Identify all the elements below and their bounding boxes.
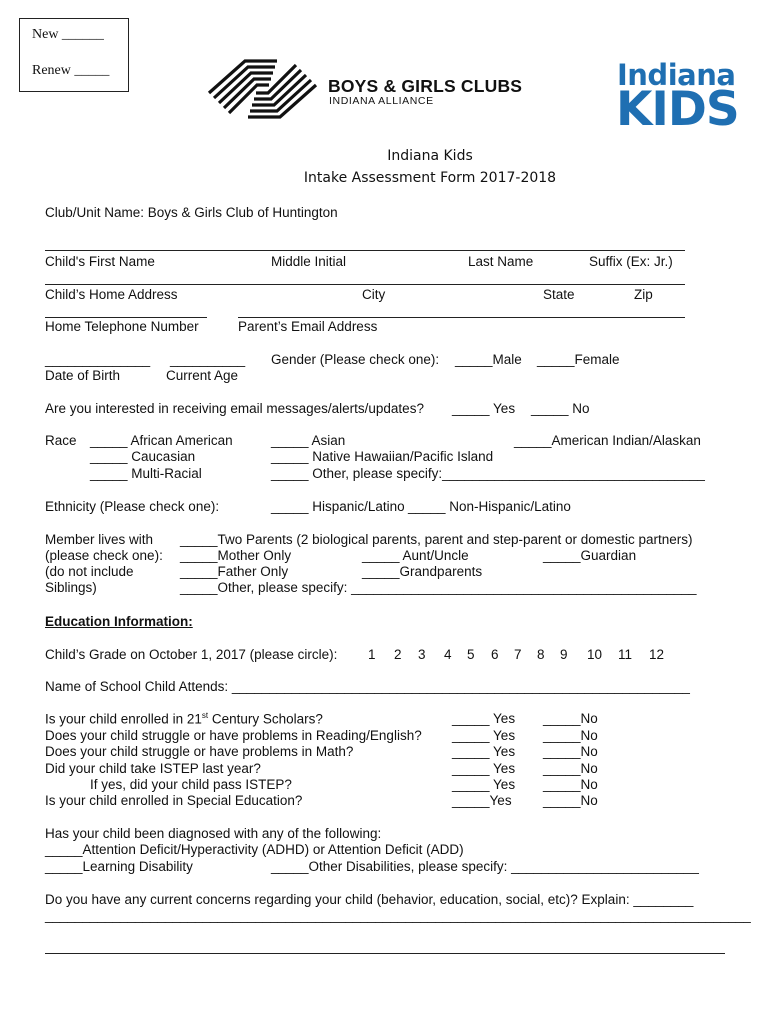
answer-no-1[interactable]: _____No: [543, 711, 598, 726]
diagnosis-other[interactable]: _____Other Disabilities, please specify: _________________________: [271, 859, 699, 874]
concerns-line-3[interactable]: [45, 953, 725, 954]
kids-logo-line2: KIDS: [616, 82, 739, 137]
race-asian[interactable]: _____ Asian: [271, 433, 346, 448]
answer-no-5[interactable]: _____No: [543, 777, 598, 792]
answer-no-6[interactable]: _____No: [543, 793, 598, 808]
grade-question: Child’s Grade on October 1, 2017 (please circle):: [45, 647, 338, 662]
question-special-ed: Is your child enrolled in Special Education?: [45, 793, 303, 808]
answer-yes-6[interactable]: _____Yes: [452, 793, 512, 808]
answer-no-3[interactable]: _____No: [543, 744, 598, 759]
address-line[interactable]: [45, 284, 685, 285]
education-heading: Education Information:: [45, 614, 193, 629]
answer-yes-1[interactable]: _____ Yes: [452, 711, 516, 726]
grade-6[interactable]: 6: [491, 647, 499, 662]
question-reading: Does your child struggle or have problems in Reading/English?: [45, 728, 422, 743]
grade-11[interactable]: 11: [618, 647, 633, 662]
lives-other[interactable]: _____Other, please specify: ______________________________________________: [180, 580, 697, 595]
question-istep-taken: Did your child take ISTEP last year?: [45, 761, 261, 776]
race-native-hawaiian[interactable]: _____ Native Hawaiian/Pacific Island: [271, 449, 494, 464]
middle-initial-label: Middle Initial: [271, 254, 347, 269]
question-21st-century: Is your child enrolled in 21st Century Scholars?: [45, 711, 323, 727]
email-optin-yes[interactable]: _____ Yes: [452, 401, 516, 416]
email-label: Parent’s Email Address: [238, 319, 378, 334]
form-subtitle: Intake Assessment Form 2017-2018: [303, 170, 557, 186]
email-optin-no[interactable]: _____ No: [531, 401, 590, 416]
answer-yes-5[interactable]: _____ Yes: [452, 777, 516, 792]
lives-with-label-3: (do not include: [45, 564, 134, 579]
diagnosis-learning[interactable]: _____Learning Disability: [45, 859, 193, 874]
race-other[interactable]: _____ Other, please specify:___________________________________: [271, 466, 705, 481]
concerns-question[interactable]: Do you have any current concerns regarding your child (behavior, education, social, etc)? Explain: ________: [45, 892, 694, 907]
ethnicity-hispanic[interactable]: _____ Hispanic/Latino: [271, 499, 405, 514]
grade-1[interactable]: 1: [368, 647, 376, 662]
lives-guardian[interactable]: _____Guardian: [543, 548, 637, 563]
email-line[interactable]: [238, 317, 685, 318]
suffix-label: Suffix (Ex: Jr.): [589, 254, 673, 269]
diagnosis-question: Has your child been diagnosed with any of the following:: [45, 826, 382, 841]
dob-label: Date of Birth: [45, 368, 121, 383]
race-caucasian[interactable]: _____ Caucasian: [90, 449, 196, 464]
question-math: Does your child struggle or have problems in Math?: [45, 744, 354, 759]
grade-8[interactable]: 8: [537, 647, 545, 662]
lives-father-only[interactable]: _____Father Only: [180, 564, 289, 579]
bgc-subname: INDIANA ALLIANCE: [329, 95, 434, 107]
zip-label: Zip: [634, 287, 653, 302]
new-renew-box: [19, 18, 129, 92]
grade-5[interactable]: 5: [467, 647, 475, 662]
grade-9[interactable]: 9: [560, 647, 568, 662]
grade-4[interactable]: 4: [444, 647, 452, 662]
lives-with-label-1: Member lives with: [45, 532, 154, 547]
answer-no-2[interactable]: _____No: [543, 728, 598, 743]
gender-female[interactable]: _____Female: [537, 352, 620, 367]
club-unit-name: Club/Unit Name: Boys & Girls Club of Huntington: [45, 205, 338, 220]
lives-mother-only[interactable]: _____Mother Only: [180, 548, 292, 563]
race-multi-racial[interactable]: _____ Multi-Racial: [90, 466, 202, 481]
concerns-line-2[interactable]: ______________________________________________________________________________________________: [45, 908, 751, 923]
phone-line[interactable]: [45, 317, 207, 318]
renew-checkbox-label[interactable]: Renew _____: [32, 63, 110, 78]
grade-2[interactable]: 2: [394, 647, 402, 662]
email-optin-question: Are you interested in receiving email messages/alerts/updates?: [45, 401, 424, 416]
answer-no-4[interactable]: _____No: [543, 761, 598, 776]
lives-with-label-2: (please check one):: [45, 548, 163, 563]
bgc-hands-icon: [205, 55, 320, 123]
first-name-label: Child's First Name: [45, 254, 155, 269]
gender-label: Gender (Please check one):: [271, 352, 440, 367]
answer-yes-3[interactable]: _____ Yes: [452, 744, 516, 759]
city-label: City: [362, 287, 386, 302]
last-name-label: Last Name: [468, 254, 534, 269]
address-label: Child’s Home Address: [45, 287, 178, 302]
phone-label: Home Telephone Number: [45, 319, 199, 334]
state-label: State: [543, 287, 575, 302]
name-line[interactable]: [45, 250, 685, 251]
grade-7[interactable]: 7: [514, 647, 522, 662]
answer-yes-2[interactable]: _____ Yes: [452, 728, 516, 743]
ethnicity-label: Ethnicity (Please check one):: [45, 499, 220, 514]
question-istep-passed: If yes, did your child pass ISTEP?: [90, 777, 292, 792]
race-american-indian[interactable]: _____American Indian/Alaskan: [514, 433, 701, 448]
school-name-field[interactable]: Name of School Child Attends: _____________________________________________________________: [45, 679, 690, 694]
bgc-name: BOYS & GIRLS CLUBS: [328, 76, 523, 96]
race-label: Race: [45, 433, 77, 448]
lives-aunt-uncle[interactable]: _____ Aunt/Uncle: [362, 548, 469, 563]
race-african-american[interactable]: _____ African American: [90, 433, 233, 448]
form-title: Indiana Kids: [387, 148, 473, 164]
grade-3[interactable]: 3: [418, 647, 426, 662]
kids-logo-line1: Indiana: [617, 58, 736, 92]
answer-yes-4[interactable]: _____ Yes: [452, 761, 516, 776]
age-blank[interactable]: __________: [170, 352, 246, 367]
new-checkbox-label[interactable]: New ______: [32, 27, 104, 42]
grade-12[interactable]: 12: [649, 647, 665, 662]
gender-male[interactable]: _____Male: [455, 352, 522, 367]
dob-blank[interactable]: ______________: [45, 352, 151, 367]
ethnicity-non-hispanic[interactable]: _____ Non-Hispanic/Latino: [408, 499, 571, 514]
lives-two-parents[interactable]: _____Two Parents (2 biological parents, parent and step-parent or domestic partners): [180, 532, 693, 547]
lives-with-label-4: Siblings): [45, 580, 97, 595]
diagnosis-adhd[interactable]: _____Attention Deficit/Hyperactivity (ADHD) or Attention Deficit (ADD): [45, 842, 464, 857]
age-label: Current Age: [166, 368, 239, 383]
lives-grandparents[interactable]: _____Grandparents: [362, 564, 483, 579]
grade-10[interactable]: 10: [587, 647, 603, 662]
